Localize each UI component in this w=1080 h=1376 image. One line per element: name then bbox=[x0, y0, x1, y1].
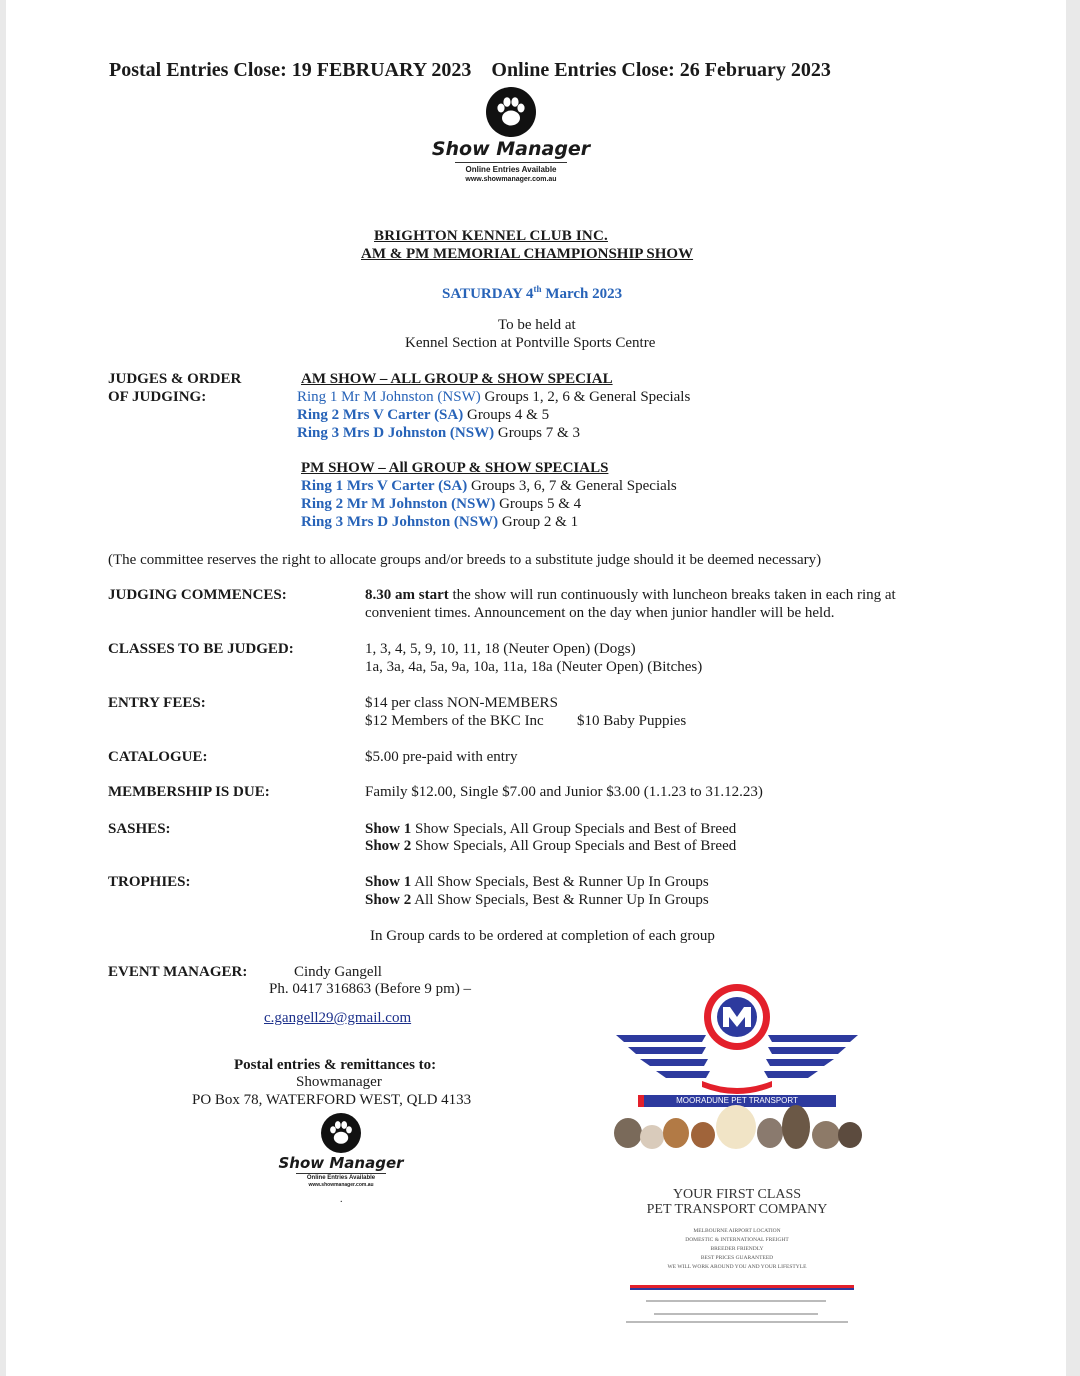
postal-title: Postal entries & remittances to: bbox=[234, 1057, 437, 1073]
paw-icon bbox=[486, 87, 536, 137]
manager-phone: Ph. 0417 316863 (Before 9 pm) – bbox=[269, 981, 472, 997]
ad-line-1: YOUR FIRST CLASS bbox=[672, 1187, 802, 1202]
pet-transport-ad bbox=[606, 975, 868, 1335]
show-manager-logo bbox=[426, 87, 596, 184]
commences-label: JUDGING COMMENCES: bbox=[108, 587, 287, 603]
ad-divider-blue bbox=[630, 1288, 854, 1290]
logo-title: Show Manager bbox=[431, 138, 591, 160]
pm-show-title: PM SHOW – All GROUP & SHOW SPECIALS bbox=[301, 460, 609, 476]
fees-nonmembers: $14 per class NON-MEMBERS bbox=[365, 695, 558, 711]
pm-ring-2: Ring 2 Mr M Johnston (NSW) Groups 5 & 4 bbox=[301, 496, 582, 512]
pet-transport-logo bbox=[606, 975, 868, 1150]
catalogue-label: CATALOGUE: bbox=[108, 749, 208, 765]
show-title: AM & PM MEMORIAL CHAMPIONSHIP SHOW bbox=[361, 246, 694, 262]
trophies-show-2: Show 2 All Show Specials, Best & Runner Up In Groups bbox=[365, 892, 709, 908]
manager-email-link[interactable]: c.gangell29@gmail.com bbox=[264, 1010, 412, 1026]
sashes-label: SASHES: bbox=[108, 821, 171, 837]
club-name: BRIGHTON KENNEL CLUB INC. bbox=[374, 228, 608, 244]
ad-fineprint-2 bbox=[654, 1313, 818, 1315]
fees-label: ENTRY FEES: bbox=[108, 695, 206, 711]
am-ring-1: Ring 1 Mr M Johnston (NSW) Groups 1, 2, 6 & General Specials bbox=[297, 389, 691, 405]
venue: Kennel Section at Pontville Sports Centre bbox=[405, 335, 656, 351]
sashes-show-1: Show 1 Show Specials, All Group Specials and Best of Breed bbox=[365, 821, 737, 837]
logo-sub1-small: Online Entries Available bbox=[306, 1175, 376, 1181]
membership-value: Family $12.00, Single $7.00 and Junior $3.00 (1.1.23 to 31.12.23) bbox=[365, 784, 763, 800]
ad-small-5: WE WILL WORK AROUND YOU AND YOUR LIFESTYLE bbox=[667, 1264, 807, 1270]
pm-ring-3: Ring 3 Mrs D Johnston (NSW) Group 2 & 1 bbox=[301, 514, 579, 530]
logo-title-small: Show Manager bbox=[278, 1154, 404, 1172]
group-cards-note: In Group cards to be ordered at completion of each group bbox=[370, 928, 715, 944]
fees-members: $12 Members of the BKC Inc bbox=[365, 713, 544, 729]
commences-line-2: convenient times. Announcement on the day when junior handler will be held. bbox=[365, 605, 835, 621]
catalogue-value: $5.00 pre-paid with entry bbox=[365, 749, 518, 765]
am-ring-2: Ring 2 Mrs V Carter (SA) Groups 4 & 5 bbox=[297, 407, 550, 423]
postal-address: PO Box 78, WATERFORD WEST, QLD 4133 bbox=[192, 1092, 472, 1108]
entries-close-line bbox=[109, 58, 831, 82]
pm-ring-1: Ring 1 Mrs V Carter (SA) Groups 3, 6, 7 & General Specials bbox=[301, 478, 677, 494]
ad-small-1: MELBOURNE AIRPORT LOCATION bbox=[693, 1228, 781, 1234]
classes-dogs: 1, 3, 4, 5, 9, 10, 11, 18 (Neuter Open) (Dogs) bbox=[365, 641, 636, 657]
manager-name: Cindy Gangell bbox=[294, 964, 382, 980]
trophies-show-1: Show 1 All Show Specials, Best & Runner Up In Groups bbox=[365, 874, 709, 890]
commences-line-1: 8.30 am start the show will run continuously with luncheon breaks taken in each ring at bbox=[365, 587, 896, 603]
committee-note: (The committee reserves the right to allocate groups and/or breeds to a substitute judge should it be deemed necessary) bbox=[108, 552, 822, 568]
ad-fineprint-3 bbox=[626, 1321, 848, 1323]
sashes-show-2: Show 2 Show Specials, All Group Specials and Best of Breed bbox=[365, 838, 737, 854]
logo-sub2: www.showmanager.com.au bbox=[465, 176, 557, 183]
am-ring-3: Ring 3 Mrs D Johnston (NSW) Groups 7 & 3 bbox=[297, 425, 580, 441]
flyer-page: Postal Entries Close: 19 FEBRUARY 2023 Online Entries Close: 26 February 2023 Show Manager Online Entries Available www.showmanager.com.au BRIGHTON KENNEL CLUB INC. AM & PM MEMORIAL CHAMPIONSHIP SHOW SATURDAY 4th March 2023 To be held at Kennel Section at Pontville Sports Centre JUDGES & ORDER OF JUDGING: AM SHOW – ALL GROUP & SHOW SPECIAL Ring 1 Mr M Johnston (NSW) Groups 1, 2, 6 & General Specials Ring 2 Mrs V Carter (SA) Groups 4 & 5 Ring 3 Mrs D Johnston (NSW) Groups 7 & 3 PM SHOW – All GROUP & SHOW SPECIALS Ring 1 Mrs V Carter (SA) Groups 3, 6, 7 & General Specials Ring 2 Mr M Johnston (NSW) Groups 5 & 4 Ring 3 Mrs D Johnston (NSW) Group 2 & 1 (The committee reserves the right to allocate groups and/or breeds to a substitute judge should it be deemed necessary) JUDGING COMMENCES: 8.30 am start the show will run continuously with luncheon breaks taken in each ring at convenient times. Announcement on the day when junior handler will be held. CLASSES TO BE JUDGED: 1, 3, 4, 5, 9, 10, 11, 18 (Neuter Open) (Dogs) 1a, 3a, 4a, 5a, 9a, 10a, 11a, 18a (Neuter Open) (Bitches) ENTRY FEES: $14 per class NON-MEMBERS $12 Members of the BKC Inc $10 Baby Puppies CATALOGUE: $5.00 pre-paid with entry MEMBERSHIP IS DUE: Family $12.00, Single $7.00 and Junior $3.00 (1.1.23 to 31.12.23) SASHES: Show 1 Show Specials, All Group Specials and Best of Breed Show 2 Show Specials, All Group Specials and Best of Breed TROPHIES: Show 1 All Show Specials, Best & Runner Up In Groups Show 2 All Show Specials, Best & Runner Up In Groups In Group cards to be ordered at completion of each group EVENT MANAGER: Cindy Gangell Ph. 0417 316863 (Before 9 pm) – c.gangell29@gmail.com Postal entries & remittances to: Showmanager PO Box 78, WATERFORD WEST, QLD 4133 Show Manager Online Entries Available www.showmanager.com.au . MOORADUNE PET TRANSPORT YOUR FIRST CLASS PET TRANSPORT COMPANY MELBOURNE AIRPORT LOCATION DOMESTIC & INTERNATIONAL FREIGHT BREEDER FRIENDLY BEST PRICES GUARANTEED WE WILL WORK AROUND YOU AND YOUR LIFESTYLE bbox=[6, 0, 1066, 1376]
ad-small-4: BEST PRICES GUARANTEED bbox=[700, 1255, 774, 1261]
held-at: To be held at bbox=[498, 317, 576, 333]
classes-label: CLASSES TO BE JUDGED: bbox=[108, 641, 294, 657]
membership-label: MEMBERSHIP IS DUE: bbox=[108, 784, 270, 800]
ad-small-2: DOMESTIC & INTERNATIONAL FREIGHT bbox=[685, 1237, 789, 1243]
classes-bitches: 1a, 3a, 4a, 5a, 9a, 10a, 11a, 18a (Neuter Open) (Bitches) bbox=[365, 659, 703, 675]
online-close: Online Entries Close: 26 February 2023 bbox=[491, 59, 831, 81]
postal-name: Showmanager bbox=[296, 1074, 382, 1090]
event-manager-label: EVENT MANAGER: bbox=[108, 964, 248, 980]
ad-line-2: PET TRANSPORT COMPANY bbox=[646, 1202, 828, 1217]
ad-small-3: BREEDER FRIENDLY bbox=[710, 1246, 764, 1252]
paw-icon bbox=[321, 1113, 361, 1153]
ad-banner-text: MOORADUNE PET TRANSPORT bbox=[676, 1096, 798, 1105]
judges-label-1: JUDGES & ORDER bbox=[108, 371, 242, 387]
trophies-label: TROPHIES: bbox=[108, 874, 191, 890]
fees-baby-puppies: $10 Baby Puppies bbox=[577, 713, 687, 729]
am-show-title: AM SHOW – ALL GROUP & SHOW SPECIAL bbox=[301, 371, 613, 387]
show-manager-logo-small bbox=[276, 1113, 406, 1188]
ad-fineprint-1 bbox=[646, 1300, 826, 1302]
show-date: SATURDAY 4th March 2023 bbox=[442, 284, 623, 302]
logo-sub2-small: www.showmanager.com.au bbox=[308, 1182, 374, 1188]
judges-label-2: OF JUDGING: bbox=[108, 389, 207, 405]
postal-close: Postal Entries Close: 19 FEBRUARY 2023 bbox=[109, 59, 472, 81]
logo-sub1: Online Entries Available bbox=[465, 165, 557, 174]
